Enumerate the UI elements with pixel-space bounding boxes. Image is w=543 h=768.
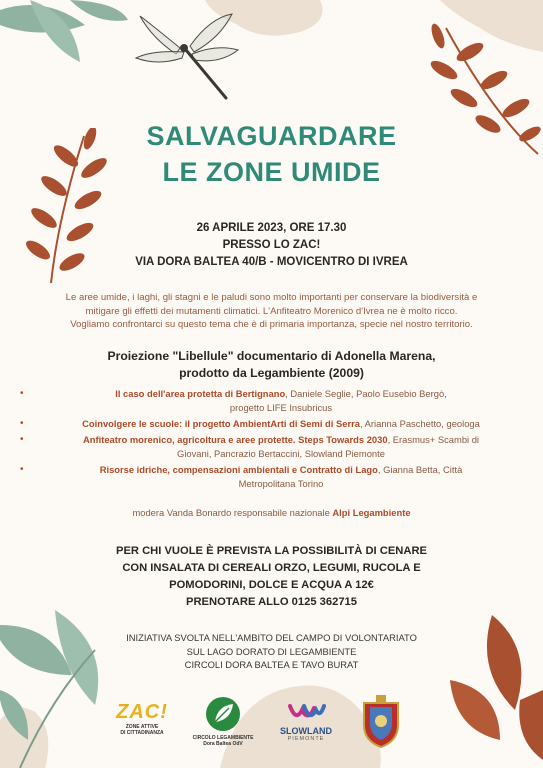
green-leaf <box>70 0 128 21</box>
footer-line: SUL LAGO DORATO DI LEGAMBIENTE <box>186 645 357 657</box>
projection-line: Proiezione "Libellule" documentario di Adonella Marena, <box>107 349 436 363</box>
slowland-name: SLOWLAND <box>280 726 332 736</box>
event-date: 26 APRILE 2023, ORE 17.30 <box>196 222 347 234</box>
list-item <box>20 433 530 461</box>
zac-logo <box>110 700 174 736</box>
dinner-line: PER CHI VUOLE È PREVISTA LA POSSIBILITÀ DI CENARE <box>115 545 427 557</box>
item-details: , Arianna Paschetto, geologa <box>359 418 480 429</box>
event-place: PRESSO LO ZAC! <box>222 239 321 251</box>
dinner-line: POMODORINI, DOLCE E ACQUA A 12€ <box>169 579 374 591</box>
dragonfly-icon <box>132 10 242 105</box>
zac-caption: ZONE ATTIVE <box>125 724 159 730</box>
legambiente-caption: Dora Baltea OdV <box>203 741 243 747</box>
slowland-logo <box>272 700 340 742</box>
item-title: Anfiteatro morenico, agricoltura e aree protette. Steps Towards 2030 <box>82 434 388 445</box>
page-title <box>0 118 543 190</box>
slowland-mark-icon <box>286 700 326 724</box>
item-details: , Gianna Betta, Città <box>377 464 463 475</box>
item-details: progetto LIFE Insubricus <box>229 402 333 413</box>
legambiente-caption: CIRCOLO LEGAMBIENTE <box>192 735 254 741</box>
event-info <box>0 220 543 271</box>
footer-line: CIRCOLI DORA BALTEA E TAVO BURAT <box>184 659 359 670</box>
title-line: SALVAGUARDARE <box>146 121 397 151</box>
moderator-text: modera Vanda Bonardo responsabile nazionale <box>132 507 333 518</box>
title-line: LE ZONE UMIDE <box>162 157 381 187</box>
zac-mark: ZAC! <box>116 701 168 723</box>
legambiente-leaf-icon <box>205 696 241 732</box>
city-crest-icon <box>358 693 404 749</box>
list-item <box>20 463 530 491</box>
footer-line: INIZIATIVA SVOLTA NELL'AMBITO DEL CAMPO DI VOLONTARIATO <box>126 632 417 643</box>
item-title: Risorse idriche, compensazioni ambientali e Contratto di Lago <box>99 464 378 475</box>
dinner-info <box>0 543 543 611</box>
legambiente-logo <box>188 696 258 747</box>
intro-line: mitigare gli effetti dei mutamenti climatici. L'Anfiteatro Morenico d'Ivrea ne è molto ricco. <box>85 305 458 317</box>
item-details: , Erasmus+ Scambi di <box>387 434 480 445</box>
footer-info <box>0 631 543 672</box>
event-address: VIA DORA BALTEA 40/B - MOVICENTRO DI IVREA <box>135 256 408 268</box>
dinner-line: CON INSALATA DI CEREALI ORZO, LEGUMI, RUCOLA E <box>122 562 421 574</box>
item-details: Metropolitana Torino <box>238 478 324 489</box>
intro-line: Vogliamo confrontarci su questo tema che è di primaria importanza, specie nel nostro territorio. <box>70 319 473 330</box>
item-details: Giovani, Pancrazio Bertaccini, Slowland Piemonte <box>177 448 385 459</box>
program-list <box>20 387 530 493</box>
intro-line: Le aree umide, i laghi, gli stagni e le paludi sono molto importanti per conservare la biodiversità e <box>65 292 478 303</box>
intro-paragraph <box>0 291 543 332</box>
item-title: Il caso dell'area protetta di Bertignano <box>115 388 286 399</box>
item-details: , Daniele Seglie, Paolo Eusebio Bergò, <box>285 388 447 399</box>
booking-phone: PRENOTARE ALLO 0125 362715 <box>186 596 357 608</box>
moderator-line <box>0 507 543 518</box>
projection-line: prodotto da Legambiente (2009) <box>179 366 364 380</box>
rust-leaf <box>450 680 500 740</box>
slowland-sub: PIEMONTE <box>287 736 325 742</box>
item-title: Coinvolgere le scuole: il progetto AmbientArti di Semi di Serra <box>82 418 360 429</box>
zac-caption: DI CITTADINANZA <box>120 730 164 736</box>
rust-leaf <box>519 690 543 760</box>
list-item <box>20 417 530 431</box>
list-item <box>20 387 530 415</box>
projection-heading <box>0 348 543 382</box>
moderator-org: Alpi Legambiente <box>332 507 411 518</box>
